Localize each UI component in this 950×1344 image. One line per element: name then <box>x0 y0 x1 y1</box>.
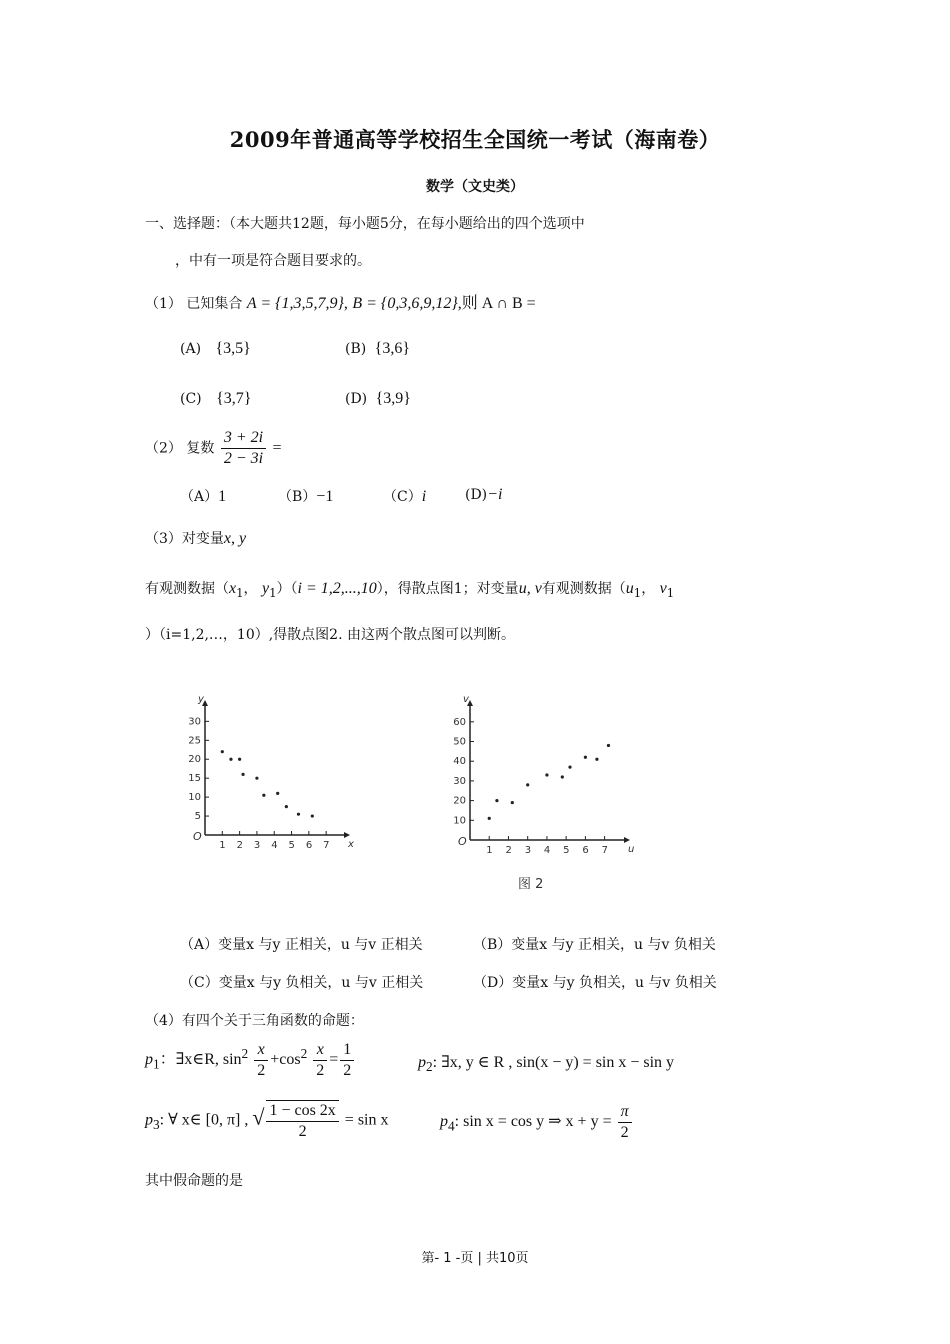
proposition-p2: $p_2$: ∃x, y ∈ R , sin(x − y) = sin x − sin y <box>418 1054 675 1075</box>
question-3-data-line: 有观测数据（$x_1$， $y_1)(i = 1,2,...,10)$，得散点图1；对变量u, v有观测数据（$u_1$， $v_1$ <box>145 580 675 600</box>
x-axis-arrow <box>624 837 630 843</box>
x-tick-label: 7 <box>601 845 608 856</box>
question-3: （3）对变量x, y <box>145 530 247 547</box>
option-c[interactable]: （C）i <box>383 488 427 505</box>
data-point <box>568 766 571 769</box>
x-tick-label: 3 <box>524 845 532 856</box>
section-intro: 一、选择题：（本大题共12题，每小题5分，在每小题给出的四个选项中 <box>145 216 585 232</box>
page-title: 2009年普通高等学校招生全国统一考试（海南卷） <box>229 127 721 152</box>
page-subtitle: 数学（文史类） <box>426 179 524 195</box>
option-b[interactable]: （B）−1 <box>278 488 334 505</box>
option-d[interactable]: （D）变量x 与y 负相关，u 与v 负相关 <box>473 975 717 991</box>
data-point <box>495 799 498 802</box>
x-axis-arrow <box>344 832 350 838</box>
set-b: B = {0,3,6,9,12} <box>352 295 458 312</box>
question-number: （1） <box>145 296 182 312</box>
y-tick-label: 30 <box>188 716 201 728</box>
x-tick-label: 3 <box>253 840 261 851</box>
proposition-p4: $p_4$: sin x = cos y ⇒ x + y = $\frac{\pi}{2}$ <box>440 1102 634 1143</box>
question-stem: 复数 <box>186 440 215 457</box>
y-axis-label: v <box>463 694 469 705</box>
x-tick-label: 4 <box>543 845 551 856</box>
option-c[interactable]: (C) {3,7} <box>180 390 252 407</box>
data-point <box>511 801 514 804</box>
data-point <box>311 814 314 817</box>
y-tick-label: 10 <box>188 792 201 804</box>
data-point <box>488 817 491 820</box>
option-a[interactable]: (A) {3,5} <box>180 340 251 357</box>
x-tick-label: 4 <box>271 840 278 851</box>
data-point <box>297 813 300 816</box>
question-1: （1） 已知集合 A = {1,3,5,7,9}, B = {0,3,6,9,12},则 A ∩ B = <box>145 295 536 312</box>
y-tick-label: 40 <box>453 756 466 768</box>
data-point <box>526 783 529 786</box>
data-point <box>545 773 548 776</box>
option-d[interactable]: (D) {3,9} <box>345 390 411 407</box>
x-tick-label: 7 <box>323 840 330 851</box>
set-a: A = {1,3,5,7,9} <box>246 295 344 312</box>
question-4-ask: 其中假命题的是 <box>145 1173 243 1189</box>
fraction-denominator: 2 − 3i <box>223 450 264 467</box>
x-axis-label: u <box>628 844 635 855</box>
x-tick-label: 6 <box>582 845 589 856</box>
y-tick-label: 15 <box>188 773 201 785</box>
fraction-numerator: 3 + 2i <box>221 428 266 449</box>
data-point <box>238 758 241 761</box>
option-c[interactable]: （C）变量x 与y 负相关，u 与v 正相关 <box>180 975 424 991</box>
data-point <box>221 750 224 753</box>
question-number: （2） <box>145 440 182 457</box>
y-tick-label: 5 <box>194 811 201 823</box>
data-point <box>262 794 265 797</box>
data-point <box>285 805 288 808</box>
option-a[interactable]: （A）1 <box>180 488 227 505</box>
figure-caption: 图 2 <box>518 877 544 892</box>
x-tick-label: 1 <box>486 845 493 856</box>
y-tick-label: 60 <box>453 716 466 728</box>
option-b[interactable]: (B) {3,6} <box>345 340 411 357</box>
data-point <box>584 756 587 759</box>
y-tick-label: 25 <box>188 735 201 747</box>
question-2: （2） 复数 $\frac{3 + 2i}{2 - 3i}$ = <box>145 429 282 467</box>
x-tick-label: 1 <box>219 840 226 851</box>
x-axis-label: x <box>348 839 354 850</box>
data-point <box>276 792 279 795</box>
y-tick-label: 10 <box>453 815 466 827</box>
data-point <box>241 773 244 776</box>
page-footer: 第- 1 -页 | 共10页 <box>421 1251 529 1266</box>
question-ask: ,则 A ∩ B = <box>457 295 536 312</box>
data-point <box>607 744 610 747</box>
y-axis-label: y <box>198 694 204 705</box>
proposition-p3: $p_3$: ∀ x∈ [0, π] , √ $\frac{1 - \cos 2x}{2}$ = sin x <box>145 1102 389 1140</box>
x-tick-label: 2 <box>236 840 243 851</box>
x-tick-label: 5 <box>288 840 295 851</box>
scatter-plot-1 <box>180 690 360 860</box>
section-intro-continued: ，中有一项是符合题目要求的。 <box>175 253 371 269</box>
scatter-plot-2 <box>440 690 640 900</box>
x-tick-label: 2 <box>505 845 512 856</box>
origin-label: O <box>193 830 202 843</box>
question-3-data-line-end: ）（i=1,2,…，10）,得散点图2. 由这两个散点图可以判断。 <box>145 627 515 643</box>
data-point <box>561 775 564 778</box>
x-tick-label: 6 <box>305 840 313 851</box>
option-d[interactable]: (D)−i <box>465 486 503 503</box>
option-b[interactable]: （B）变量x 与y 正相关，u 与v 负相关 <box>473 937 716 953</box>
origin-label: O <box>458 835 467 848</box>
sqrt-sign: √ <box>252 1104 265 1130</box>
option-a[interactable]: （A）变量x 与y 正相关，u 与v 正相关 <box>180 937 423 953</box>
x-tick-label: 5 <box>563 845 570 856</box>
question-4: （4）有四个关于三角函数的命题： <box>145 1013 364 1029</box>
y-tick-label: 50 <box>453 736 466 748</box>
proposition-p1: $p_1$：∃x∈R, $\sin^2$ $\frac{x}{2}$ $+\cos^2$ $\frac{x}{2}$ = $\frac{1}{2}$ <box>145 1040 356 1081</box>
y-tick-label: 20 <box>453 795 466 807</box>
data-point <box>229 758 232 761</box>
data-point <box>255 777 258 780</box>
data-point <box>595 758 598 761</box>
y-tick-label: 30 <box>453 775 466 787</box>
y-tick-label: 20 <box>188 754 201 766</box>
question-stem: 已知集合 <box>186 296 243 312</box>
